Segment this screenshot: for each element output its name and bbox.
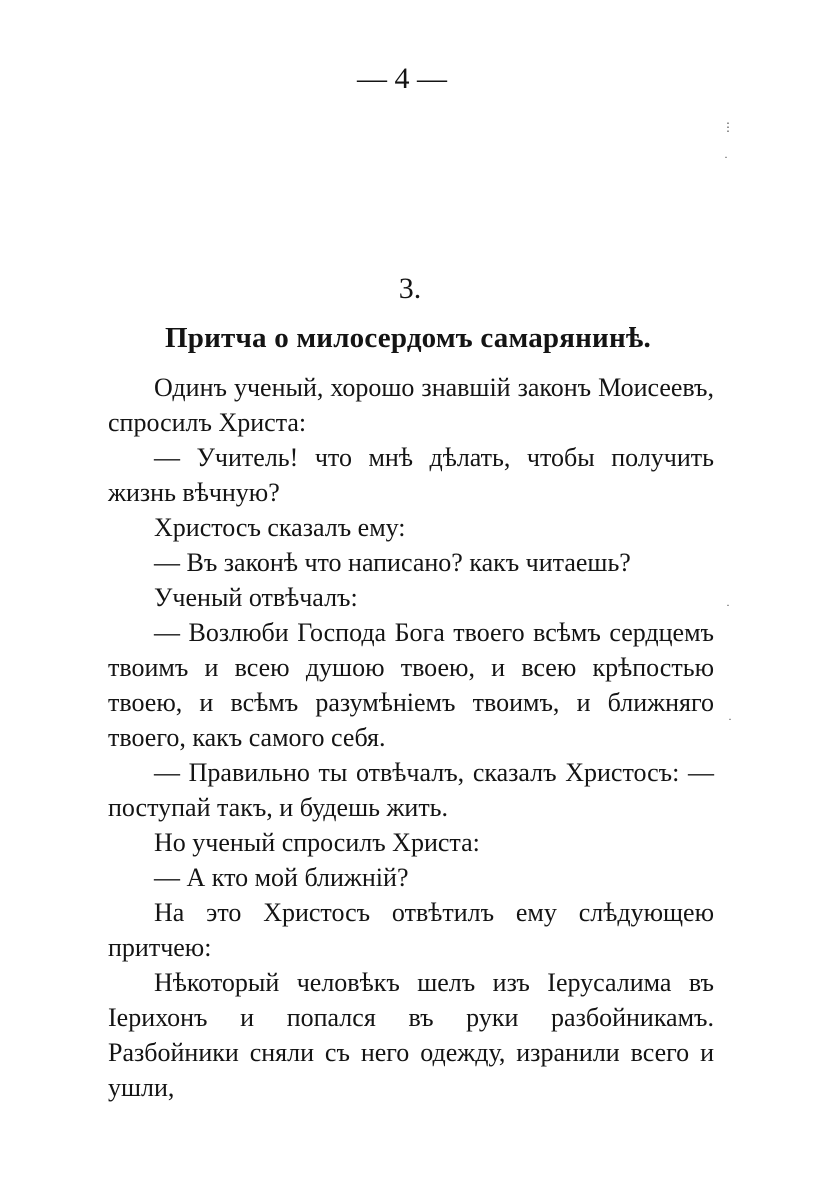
- paragraph: Но ученый спросилъ Христа:: [154, 828, 480, 857]
- scan-speck: ⋮: [722, 120, 734, 134]
- paragraph: Одинъ ученый, хорошо знавшій законъ Моисеевъ, спросилъ Христа:: [108, 373, 714, 437]
- page-number: — 4 —: [357, 62, 447, 95]
- scan-speck: ·: [726, 598, 730, 612]
- paragraph: — Въ законѣ что написано? какъ читаешь?: [154, 548, 631, 577]
- paragraph: На это Христосъ отвѣтилъ ему слѣдующею притчею:: [108, 898, 714, 962]
- paragraph: — Правильно ты отвѣчалъ, сказалъ Христосъ: —поступай такъ, и будешь жить.: [108, 758, 714, 822]
- scan-speck: ·: [728, 712, 732, 726]
- paragraph: Ученый отвѣчалъ:: [154, 583, 358, 612]
- page-title: Притча о милосердомъ самарянинѣ.: [165, 322, 651, 354]
- section-number: 3.: [398, 272, 422, 305]
- paragraph: — А кто мой ближній?: [154, 863, 409, 892]
- scan-speck: ·: [724, 150, 728, 164]
- paragraph: — Возлюби Господа Бога твоего всѣмъ сердцемъ твоимъ и всею душою твоею, и всею крѣпостью твоею, и всѣмъ разумѣніемъ твоимъ, и ближняго твоего, какъ самого себя.: [108, 618, 714, 752]
- text-body: [108, 370, 714, 1105]
- paragraph: Нѣкоторый человѣкъ шелъ изъ Іерусалима въ Іерихонъ и попался въ руки разбойникамъ. Разбойники сняли съ него одежду, изранили всего и ушли,: [108, 968, 714, 1102]
- paragraph: Христосъ сказалъ ему:: [154, 513, 406, 542]
- paragraph: — Учитель! что мнѣ дѣлать, чтобы получить жизнь вѣчную?: [108, 443, 714, 507]
